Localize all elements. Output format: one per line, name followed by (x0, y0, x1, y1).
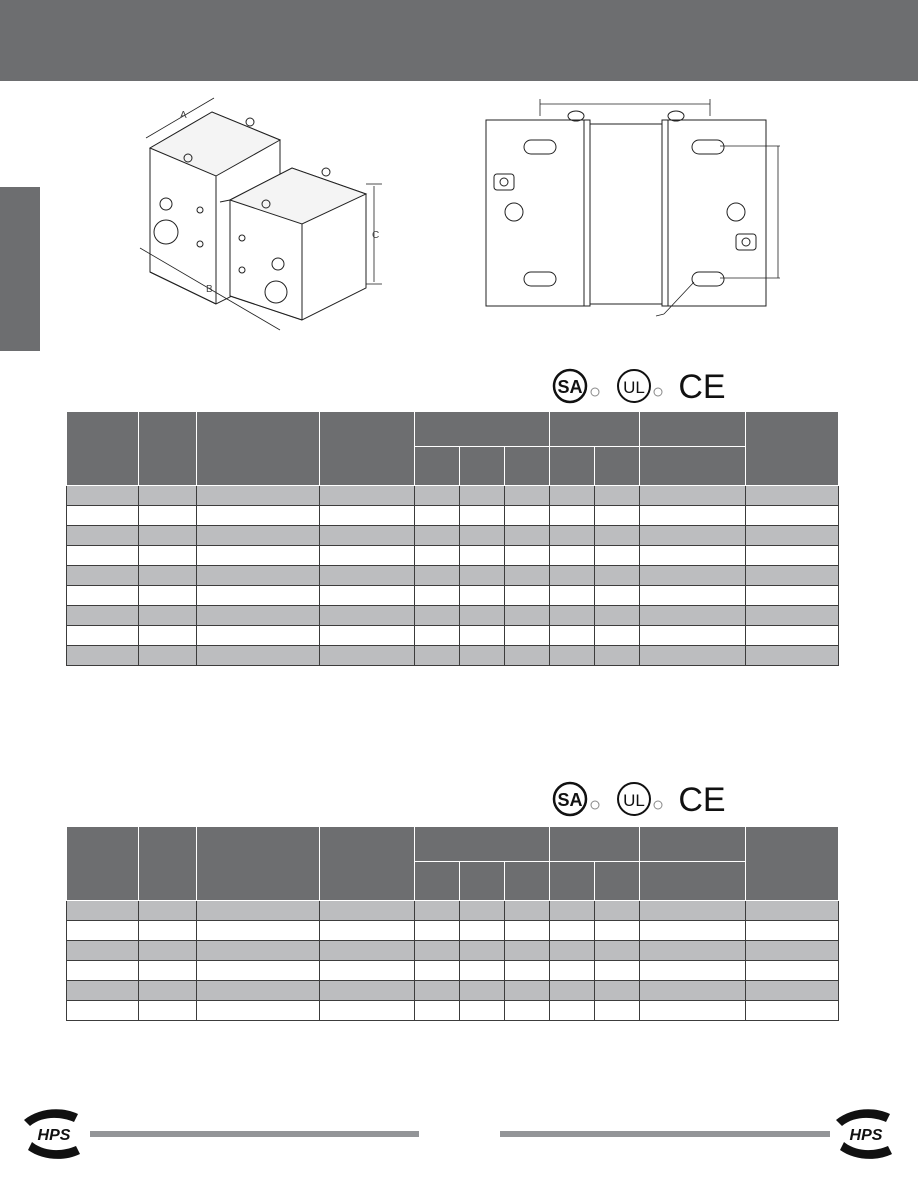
header-sub-cell (550, 862, 595, 901)
svg-text:CE: CE (678, 368, 726, 406)
footer-bar-right (500, 1131, 830, 1137)
footer-bar-left (90, 1131, 419, 1137)
csa-mark-icon (554, 783, 599, 815)
header-cell (746, 827, 839, 901)
table-row (67, 546, 839, 566)
table-row (67, 586, 839, 606)
front-mounting-drawing (480, 96, 786, 324)
header-sub-cell (415, 862, 460, 901)
header-group-cell (640, 412, 746, 447)
table-row (67, 646, 839, 666)
header-cell (139, 827, 197, 901)
spec-table-1 (66, 411, 839, 666)
dimension-c-label: C (372, 230, 380, 241)
header-sub-cell (505, 862, 550, 901)
header-cell (320, 412, 415, 486)
table-row (67, 961, 839, 981)
hps-logo-left (18, 1106, 88, 1166)
svg-text:UL: UL (623, 791, 645, 810)
table-row (67, 1001, 839, 1021)
ul-mark-icon (618, 370, 662, 402)
table-row (67, 506, 839, 526)
table-row (67, 626, 839, 646)
svg-text:UL: UL (623, 378, 645, 397)
ce-mark-icon (678, 368, 725, 406)
table-row (67, 981, 839, 1001)
svg-text:CE: CE (678, 781, 726, 819)
table-row (67, 526, 839, 546)
header-sub-cell (595, 447, 640, 486)
table-row (67, 566, 839, 586)
header-cell (67, 412, 139, 486)
header-group-cell (550, 412, 640, 447)
svg-text:SA: SA (557, 790, 583, 810)
header-sub-cell (595, 862, 640, 901)
dimension-a-label: A (180, 110, 187, 121)
header-sub-cell (460, 447, 505, 486)
top-banner (0, 0, 918, 81)
ul-mark-icon (618, 783, 662, 815)
header-sub-cell (460, 862, 505, 901)
svg-text:SA: SA (557, 377, 583, 397)
header-cell (746, 412, 839, 486)
header-sub-cell (505, 447, 550, 486)
header-cell (197, 412, 320, 486)
logo-text: HPS (37, 1127, 71, 1144)
header-sub-cell (550, 447, 595, 486)
header-group-cell (550, 827, 640, 862)
header-group-cell (415, 412, 550, 447)
table-row (67, 901, 839, 921)
table-row (67, 486, 839, 506)
header-cell (139, 412, 197, 486)
table-row (67, 921, 839, 941)
logo-text: HPS (849, 1127, 883, 1144)
csa-mark-icon (554, 370, 599, 402)
dimension-b-label: B (206, 284, 213, 295)
ce-mark-icon (678, 781, 725, 819)
isometric-enclosure-drawing (130, 92, 400, 342)
hps-logo-right (830, 1106, 900, 1166)
header-sub-cell (640, 447, 746, 486)
certification-marks (552, 779, 732, 819)
header-cell (197, 827, 320, 901)
certification-marks (552, 366, 732, 406)
header-sub-cell (640, 862, 746, 901)
table-row (67, 606, 839, 626)
header-cell (320, 827, 415, 901)
header-cell (67, 827, 139, 901)
header-group-cell (415, 827, 550, 862)
spec-table-2 (66, 826, 839, 1021)
table-row (67, 941, 839, 961)
header-sub-cell (415, 447, 460, 486)
header-group-cell (640, 827, 746, 862)
side-tab (0, 187, 40, 351)
